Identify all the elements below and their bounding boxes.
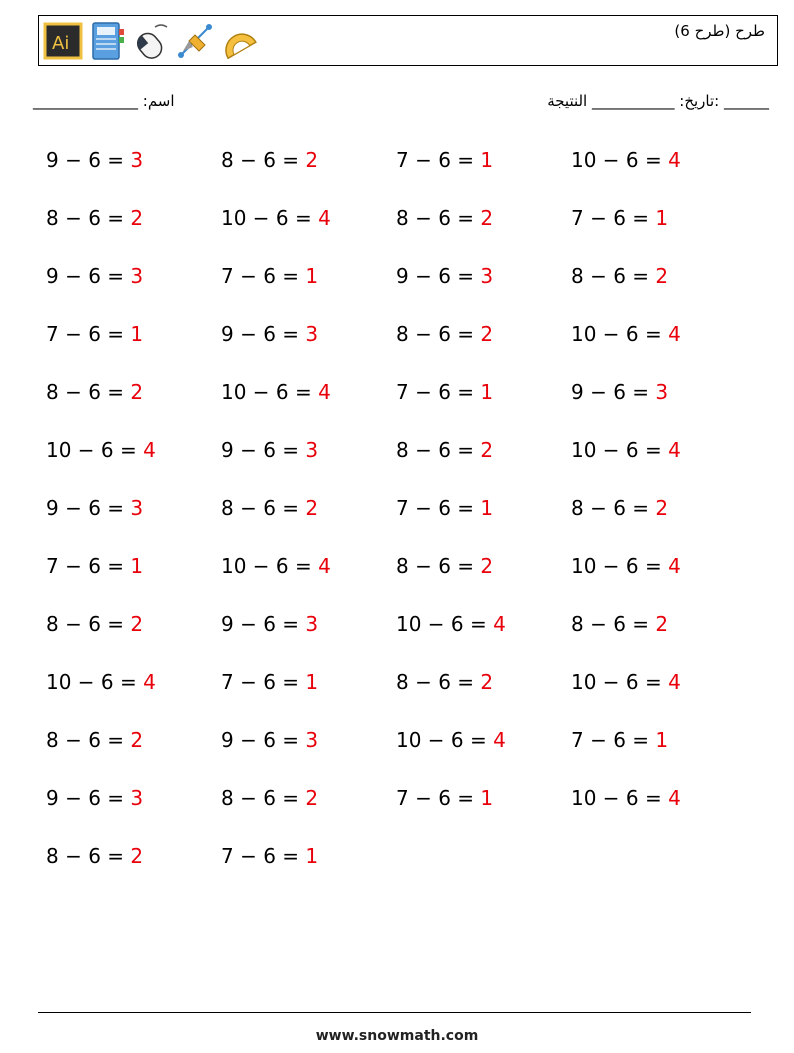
problem-answer: 3 xyxy=(480,264,494,288)
problem-item xyxy=(571,612,668,636)
problem-expression: 8 − 6 = xyxy=(396,206,481,230)
problem-expression: 8 − 6 = xyxy=(396,670,481,694)
problem-item xyxy=(221,496,318,520)
problem-item xyxy=(396,206,493,230)
problem-answer: 3 xyxy=(655,380,669,404)
problem-answer: 2 xyxy=(480,206,494,230)
problem-expression: 8 − 6 = xyxy=(571,612,656,636)
problem-expression: 10 − 6 = xyxy=(46,670,144,694)
problem-answer: 2 xyxy=(130,728,144,752)
problem-item xyxy=(221,438,318,462)
problem-item xyxy=(571,438,681,462)
pen-tool-icon xyxy=(175,21,215,61)
problem-answer: 1 xyxy=(305,264,319,288)
problem-expression: 8 − 6 = xyxy=(46,612,131,636)
problem-answer: 2 xyxy=(130,844,144,868)
problem-answer: 4 xyxy=(143,438,156,462)
problem-answer: 4 xyxy=(668,554,681,578)
problem-answer: 1 xyxy=(655,728,669,752)
problem-answer: 2 xyxy=(305,148,319,172)
problem-item xyxy=(571,206,668,230)
problem-answer: 1 xyxy=(480,380,494,404)
problem-answer: 4 xyxy=(318,554,331,578)
problem-item xyxy=(396,148,493,172)
problem-expression: 10 − 6 = xyxy=(571,554,669,578)
problem-item xyxy=(571,496,668,520)
problem-expression: 10 − 6 = xyxy=(571,670,669,694)
problem-expression: 10 − 6 = xyxy=(571,438,669,462)
problem-expression: 8 − 6 = xyxy=(46,206,131,230)
problem-answer: 4 xyxy=(318,206,331,230)
problem-answer: 4 xyxy=(493,728,506,752)
problem-expression: 10 − 6 = xyxy=(396,728,494,752)
problem-expression: 8 − 6 = xyxy=(396,554,481,578)
problem-answer: 2 xyxy=(305,786,319,810)
notebook-icon xyxy=(87,21,127,61)
problem-item xyxy=(396,264,493,288)
problem-item xyxy=(396,728,506,752)
problem-answer: 2 xyxy=(130,612,144,636)
problem-item xyxy=(571,554,681,578)
problem-expression: 8 − 6 = xyxy=(396,322,481,346)
problem-answer: 4 xyxy=(143,670,156,694)
problem-item xyxy=(396,670,493,694)
problem-answer: 3 xyxy=(130,496,144,520)
problem-item xyxy=(221,612,318,636)
problem-expression: 10 − 6 = xyxy=(221,380,319,404)
problem-item xyxy=(571,322,681,346)
problem-expression: 8 − 6 = xyxy=(46,844,131,868)
problem-expression: 9 − 6 = xyxy=(221,322,306,346)
problem-item xyxy=(221,206,331,230)
problem-expression: 10 − 6 = xyxy=(221,554,319,578)
problem-expression: 7 − 6 = xyxy=(396,496,481,520)
problem-expression: 9 − 6 = xyxy=(396,264,481,288)
problem-answer: 4 xyxy=(668,670,681,694)
problem-item xyxy=(571,670,681,694)
problem-expression: 8 − 6 = xyxy=(221,496,306,520)
problem-answer: 1 xyxy=(655,206,669,230)
problem-answer: 4 xyxy=(318,380,331,404)
problem-expression: 7 − 6 = xyxy=(221,264,306,288)
problem-answer: 2 xyxy=(480,438,494,462)
worksheet-title: طرح (طرح 6) xyxy=(674,22,765,40)
protractor-icon xyxy=(219,21,259,61)
svg-text:Ai: Ai xyxy=(52,33,70,54)
problem-expression: 8 − 6 = xyxy=(46,380,131,404)
problem-expression: 8 − 6 = xyxy=(46,728,131,752)
problem-answer: 1 xyxy=(305,670,319,694)
problem-expression: 8 − 6 = xyxy=(221,786,306,810)
problem-answer: 2 xyxy=(655,612,669,636)
problem-answer: 2 xyxy=(480,554,494,578)
problem-expression: 9 − 6 = xyxy=(46,148,131,172)
problem-item xyxy=(221,322,318,346)
problem-item xyxy=(46,264,143,288)
problem-expression: 9 − 6 = xyxy=(571,380,656,404)
problem-answer: 2 xyxy=(130,206,144,230)
problem-item xyxy=(571,380,668,404)
problem-item xyxy=(221,728,318,752)
problem-item xyxy=(396,612,506,636)
problem-item xyxy=(46,554,143,578)
problem-item xyxy=(396,438,493,462)
problem-item xyxy=(221,264,318,288)
date-score-line: ______ :تاريخ: ___________ النتيجة xyxy=(547,92,769,110)
icon-strip xyxy=(43,20,259,62)
problem-expression: 7 − 6 = xyxy=(396,380,481,404)
problem-item xyxy=(46,612,143,636)
problem-item xyxy=(46,380,143,404)
footer-divider xyxy=(38,1012,751,1013)
problem-expression: 7 − 6 = xyxy=(46,322,131,346)
problem-item xyxy=(571,728,668,752)
problem-answer: 1 xyxy=(480,786,494,810)
problem-expression: 7 − 6 = xyxy=(571,206,656,230)
problem-expression: 9 − 6 = xyxy=(46,496,131,520)
problem-item xyxy=(571,786,681,810)
problem-expression: 9 − 6 = xyxy=(46,786,131,810)
problem-item xyxy=(46,728,143,752)
problem-answer: 1 xyxy=(480,496,494,520)
problem-answer: 3 xyxy=(130,786,144,810)
worksheet-header xyxy=(38,15,778,66)
problem-expression: 10 − 6 = xyxy=(571,322,669,346)
problem-expression: 10 − 6 = xyxy=(571,786,669,810)
problem-answer: 3 xyxy=(305,438,319,462)
problem-expression: 10 − 6 = xyxy=(396,612,494,636)
problem-answer: 3 xyxy=(130,148,144,172)
problem-answer: 1 xyxy=(480,148,494,172)
problem-item xyxy=(46,786,143,810)
problem-expression: 9 − 6 = xyxy=(221,612,306,636)
problem-item xyxy=(396,554,493,578)
footer-site: www.snowmath.com xyxy=(315,1028,479,1044)
problem-expression: 9 − 6 = xyxy=(221,728,306,752)
problem-item xyxy=(221,148,318,172)
name-line: اسم: ______________ xyxy=(33,92,175,110)
problem-answer: 2 xyxy=(305,496,319,520)
problem-expression: 7 − 6 = xyxy=(221,844,306,868)
problem-answer: 3 xyxy=(305,322,319,346)
problem-expression: 10 − 6 = xyxy=(46,438,144,462)
illustrator-icon xyxy=(43,21,83,61)
problem-item xyxy=(221,844,318,868)
problem-expression: 7 − 6 = xyxy=(571,728,656,752)
problem-item xyxy=(46,148,143,172)
problem-answer: 2 xyxy=(480,322,494,346)
problem-answer: 1 xyxy=(130,554,144,578)
problem-item xyxy=(46,496,143,520)
problem-item xyxy=(221,380,331,404)
problem-item xyxy=(396,496,493,520)
problem-item xyxy=(46,438,156,462)
problem-expression: 10 − 6 = xyxy=(571,148,669,172)
problem-answer: 3 xyxy=(305,612,319,636)
problem-expression: 8 − 6 = xyxy=(396,438,481,462)
problem-expression: 9 − 6 = xyxy=(221,438,306,462)
problem-answer: 2 xyxy=(480,670,494,694)
problem-expression: 7 − 6 = xyxy=(46,554,131,578)
problem-item xyxy=(46,844,143,868)
problem-answer: 1 xyxy=(130,322,144,346)
problem-answer: 4 xyxy=(668,438,681,462)
problem-item xyxy=(46,670,156,694)
problem-answer: 4 xyxy=(668,322,681,346)
problem-expression: 7 − 6 = xyxy=(396,148,481,172)
problem-answer: 2 xyxy=(655,496,669,520)
problem-answer: 1 xyxy=(305,844,319,868)
problem-item xyxy=(396,786,493,810)
mouse-icon xyxy=(131,21,171,61)
problem-expression: 9 − 6 = xyxy=(46,264,131,288)
problem-answer: 4 xyxy=(493,612,506,636)
problem-item xyxy=(396,322,493,346)
problem-item xyxy=(46,322,143,346)
problem-expression: 7 − 6 = xyxy=(396,786,481,810)
problem-item xyxy=(46,206,143,230)
problem-expression: 8 − 6 = xyxy=(571,264,656,288)
problem-answer: 4 xyxy=(668,148,681,172)
problem-item xyxy=(396,380,493,404)
problem-answer: 2 xyxy=(130,380,144,404)
problem-expression: 7 − 6 = xyxy=(221,670,306,694)
problem-answer: 2 xyxy=(655,264,669,288)
problem-item xyxy=(221,554,331,578)
problem-item xyxy=(571,264,668,288)
problem-answer: 4 xyxy=(668,786,681,810)
problem-answer: 3 xyxy=(305,728,319,752)
problem-item xyxy=(221,670,318,694)
problem-item xyxy=(221,786,318,810)
problem-expression: 8 − 6 = xyxy=(571,496,656,520)
problem-answer: 3 xyxy=(130,264,144,288)
problem-item xyxy=(571,148,681,172)
problem-expression: 8 − 6 = xyxy=(221,148,306,172)
problem-expression: 10 − 6 = xyxy=(221,206,319,230)
